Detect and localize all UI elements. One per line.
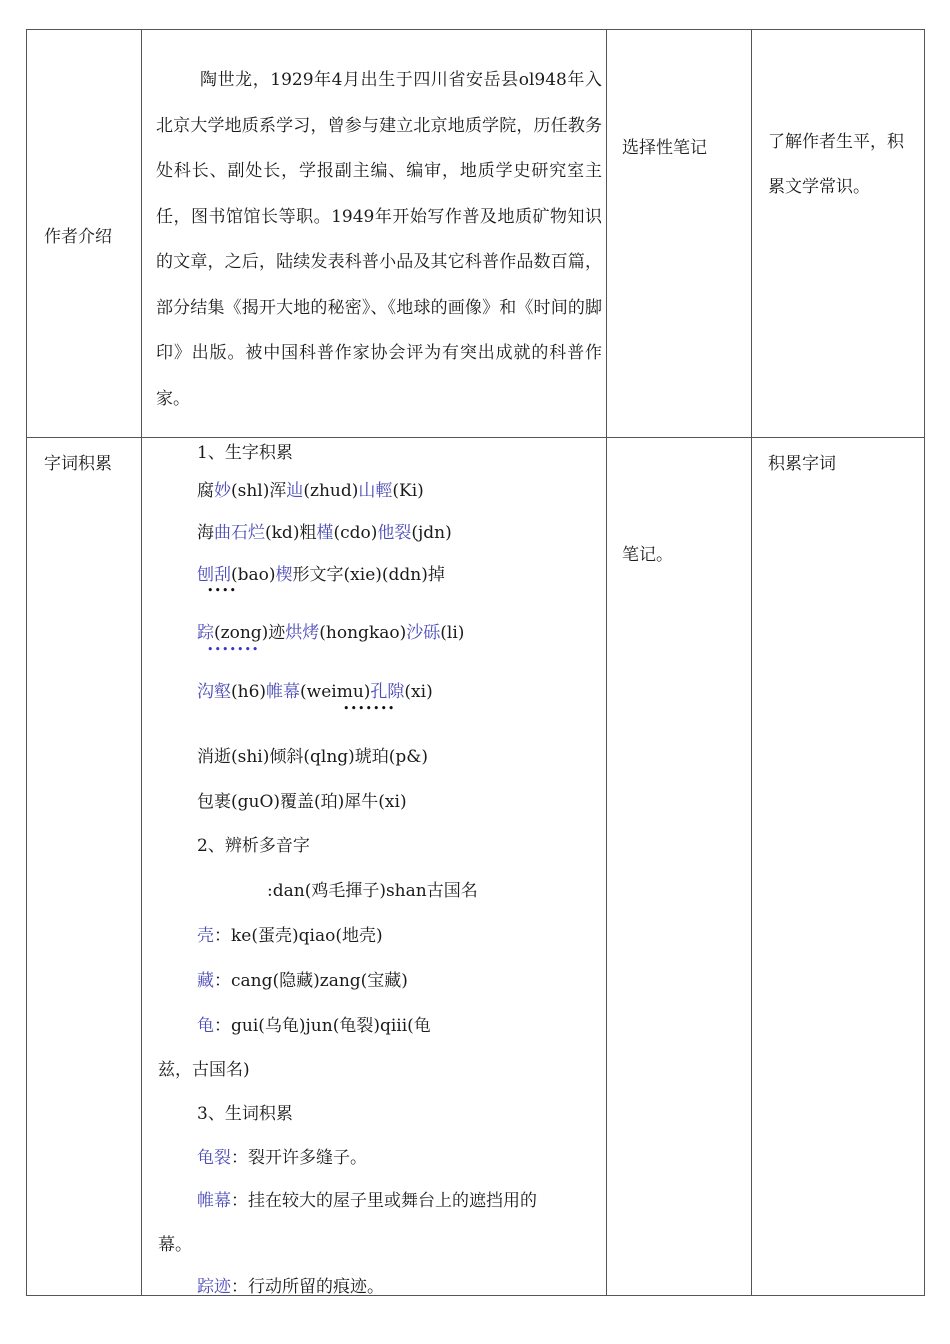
table-border-bottom	[26, 1295, 925, 1296]
char-line-3	[197, 560, 445, 585]
char-highlight: 楔	[275, 565, 293, 585]
author-bio: 陶世龙，1929年4月出生于四川省安岳县ol948年入北京大学地质系学习，曾参与建立北京地质学院，历任教务处科长、副处长，学报副主编、编审，地质学史研究室主任，图书馆馆长等职。1949年开始写作普及地质矿物知识的文章，之后，陆续发表科普小品及其它科普作品数百篇，部分结集《揭开大地的秘密》、《地球的画像》和《时间的脚印》出版。被中国科普作家协会评为有突出成就的科普作家。	[156, 70, 602, 409]
polyphone-readings: ：cang(隐藏)zang(宝藏)	[214, 971, 408, 991]
row-divider	[26, 437, 925, 438]
row-label-vocab: 字词积累	[44, 454, 112, 474]
section-heading-polyphones: 2、辨析多音字	[197, 836, 310, 856]
char-highlight: 刨刮	[197, 565, 231, 585]
column-divider-2	[606, 29, 607, 1296]
polyphone-readings: ：gui(乌龟)jun(龟裂)qiii(龟	[214, 1016, 431, 1036]
char-highlight: 帷幕	[266, 682, 301, 702]
column-divider-3	[751, 29, 752, 1296]
word-key: 帷幕	[197, 1191, 231, 1211]
char-line-5	[197, 677, 433, 702]
char-highlight: 槿	[316, 523, 334, 543]
polyphone-line-1: :dan(鸡毛揮子)shan古国名	[267, 881, 478, 901]
column-divider-1	[141, 29, 142, 1296]
char-line-6: 消逝(shi)倾斜(qlng)琥珀(p&)	[197, 747, 429, 767]
char-segment: (xi)	[404, 682, 433, 702]
row-label-author: 作者介绍	[44, 227, 112, 247]
char-highlight: 孔隙	[370, 682, 405, 702]
polyphone-line-4-cont: 兹，古国名)	[158, 1060, 250, 1080]
char-highlight: 山輕	[358, 481, 393, 501]
word-def-2	[197, 1186, 537, 1211]
word-definition: ：裂开许多缝子。	[231, 1148, 367, 1168]
table-border-right	[924, 29, 925, 1296]
goal-author-line-2: 累文学常识。	[768, 177, 870, 197]
word-def-2-cont: 幕。	[158, 1235, 192, 1255]
char-highlight: 踪	[197, 623, 214, 643]
word-def-3	[197, 1272, 384, 1297]
char-segment: (li)	[440, 623, 465, 643]
table-border-top	[26, 29, 925, 30]
word-definition: ：挂在较大的屋子里或舞台上的遮挡用的	[231, 1191, 537, 1211]
polyphone-readings: ：ke(蛋壳)qiao(地壳)	[214, 926, 383, 946]
goal-author-line-1: 了解作者生平，积	[768, 132, 904, 152]
char-line-4	[197, 618, 464, 643]
polyphone-line-2	[197, 921, 383, 946]
polyphone-key: 龟	[197, 1016, 214, 1036]
polyphone-key: 藏	[197, 971, 214, 991]
char-highlight: 他裂	[377, 523, 412, 543]
char-segment: 海	[197, 523, 214, 543]
char-highlight: 曲石烂	[214, 523, 265, 543]
char-segment: (h6)	[231, 682, 267, 702]
section-heading-new-words: 3、生词积累	[197, 1104, 293, 1124]
char-highlight: 烘烤	[285, 623, 320, 643]
char-line-7: 包裹(guO)覆盖(珀)犀牛(xi)	[197, 792, 407, 812]
word-def-1	[197, 1143, 367, 1168]
word-definition: ：行动所留的痕迹。	[231, 1277, 384, 1297]
emphasis-dots: •••••••	[343, 702, 396, 715]
char-segment: (weimu)	[300, 682, 371, 702]
char-segment: (bao)	[231, 565, 276, 585]
char-segment: (hongkao)	[319, 623, 407, 643]
polyphone-line-3	[197, 966, 408, 991]
char-segment: 腐	[197, 481, 214, 501]
char-segment: (shl)浑	[231, 481, 287, 501]
char-highlight: 辿	[286, 481, 304, 501]
char-segment: (Ki)	[392, 481, 424, 501]
char-segment: (zhud)	[303, 481, 359, 501]
char-segment: (zong)迹	[214, 623, 286, 643]
activity-author: 选择性笔记	[622, 138, 707, 158]
char-segment: (kd)粗	[265, 523, 317, 543]
activity-vocab: 笔记。	[622, 545, 673, 565]
char-segment: 形文字(xie)(ddn)掉	[292, 565, 445, 585]
section-heading-new-characters: 1、生字积累	[197, 443, 293, 463]
char-segment: (cdo)	[333, 523, 378, 543]
char-line-1	[197, 476, 424, 501]
polyphone-key: 壳	[197, 926, 214, 946]
char-highlight: 妙	[214, 481, 231, 501]
table-border-left	[26, 29, 27, 1296]
char-highlight: 沙砾	[406, 623, 441, 643]
char-segment: (jdn)	[411, 523, 452, 543]
goal-vocab: 积累字词	[768, 454, 836, 474]
char-highlight: 沟壑	[197, 682, 231, 702]
emphasis-dots: ••••	[207, 584, 237, 597]
polyphone-line-4	[197, 1011, 431, 1036]
emphasis-dots: •••••••	[207, 643, 260, 656]
word-key: 龟裂	[197, 1148, 231, 1168]
char-line-2	[197, 518, 452, 543]
word-key: 踪迹	[197, 1277, 231, 1297]
